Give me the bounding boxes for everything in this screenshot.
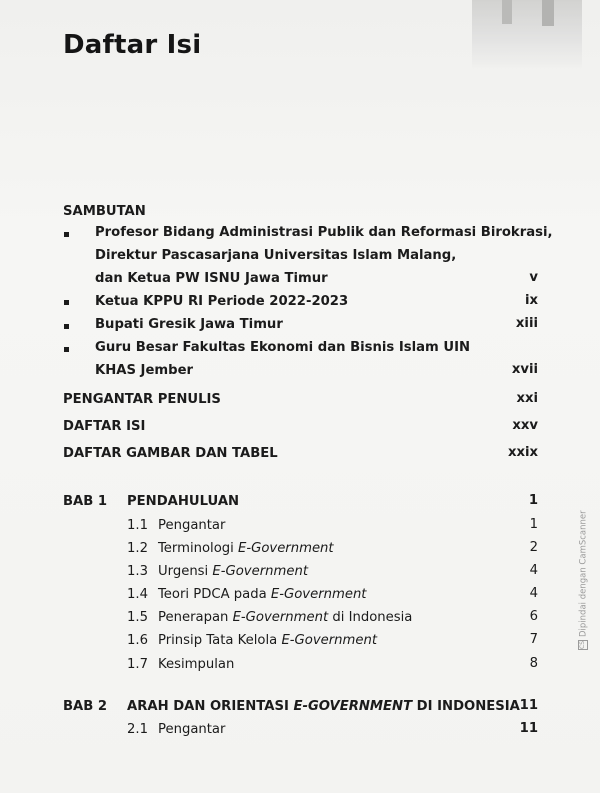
section-number: 1.5	[127, 610, 148, 625]
section-title: Teori PDCA pada E-Government	[158, 587, 367, 602]
sambutan-item-1-line-1: Profesor Bidang Administrasi Publik dan Reformasi Birokrasi,	[95, 225, 553, 240]
bab2-page: 11	[519, 698, 538, 713]
sambutan-item-2-page: ix	[524, 293, 538, 308]
sambutan-item-2-line-1: Ketua KPPU RI Periode 2022-2023	[95, 294, 349, 309]
toc-entry-pengantar-penulis-page: xxi	[516, 391, 538, 406]
section-title: Prinsip Tata Kelola E-Government	[158, 633, 378, 648]
section-page: 1	[529, 517, 538, 532]
section-page: 11	[519, 721, 538, 736]
sambutan-heading: SAMBUTAN	[63, 204, 146, 219]
sambutan-item-1-page: v	[529, 270, 538, 285]
bab1-title: PENDAHULUAN	[127, 494, 240, 509]
section-title: Kesimpulan	[158, 657, 235, 672]
section-number: 1.7	[127, 657, 148, 672]
section-page: 2	[529, 540, 538, 555]
bullet-icon	[64, 232, 69, 237]
bab1-number: BAB 1	[63, 494, 108, 509]
section-number: 1.3	[127, 564, 148, 579]
section-number: 1.6	[127, 633, 148, 648]
section-title: Terminologi E-Government	[158, 541, 334, 556]
bullet-icon	[64, 324, 69, 329]
toc-entry-daftar-isi: DAFTAR ISI	[63, 419, 146, 434]
sambutan-item-1-line-3: dan Ketua PW ISNU Jawa Timur	[95, 271, 328, 286]
bullet-icon	[64, 347, 69, 352]
bullet-icon	[64, 300, 69, 305]
section-title: Penerapan E-Government di Indonesia	[158, 610, 413, 625]
sambutan-item-4-page: xvii	[511, 362, 538, 377]
scanner-watermark: CSDipindai dengan CamScanner	[578, 510, 589, 649]
bab1-page: 1	[528, 493, 538, 508]
section-number: 2.1	[127, 722, 148, 737]
sambutan-item-3-line-1: Bupati Gresik Jawa Timur	[95, 317, 283, 332]
section-title: Pengantar	[158, 518, 226, 533]
section-number: 1.4	[127, 587, 148, 602]
section-page: 6	[529, 609, 538, 624]
toc-entry-pengantar-penulis: PENGANTAR PENULIS	[63, 392, 221, 407]
cover-photo-fragment	[472, 0, 582, 70]
bab2-number: BAB 2	[63, 699, 108, 714]
section-number: 1.1	[127, 518, 148, 533]
sambutan-item-1-line-2: Direktur Pascasarjana Universitas Islam Malang,	[95, 248, 457, 263]
toc-entry-daftar-gambar-page: xxix	[507, 445, 538, 460]
section-title: Pengantar	[158, 722, 226, 737]
bab2-title: ARAH DAN ORIENTASI E-GOVERNMENT DI INDONESIA	[127, 699, 520, 714]
section-page: 4	[529, 586, 538, 601]
section-page: 4	[529, 563, 538, 578]
camscanner-icon: CS	[579, 641, 586, 649]
sambutan-item-3-page: xiii	[515, 316, 538, 331]
toc-entry-daftar-gambar: DAFTAR GAMBAR DAN TABEL	[63, 446, 278, 461]
section-page: 8	[529, 656, 538, 671]
toc-entry-daftar-isi-page: xxv	[512, 418, 538, 433]
page-title: Daftar Isi	[63, 30, 202, 60]
sambutan-item-4-line-1: Guru Besar Fakultas Ekonomi dan Bisnis Islam UIN	[95, 340, 471, 355]
section-page: 7	[529, 632, 538, 647]
sambutan-item-4-line-2: KHAS Jember	[95, 363, 194, 378]
section-number: 1.2	[127, 541, 148, 556]
section-title: Urgensi E-Government	[158, 564, 308, 579]
